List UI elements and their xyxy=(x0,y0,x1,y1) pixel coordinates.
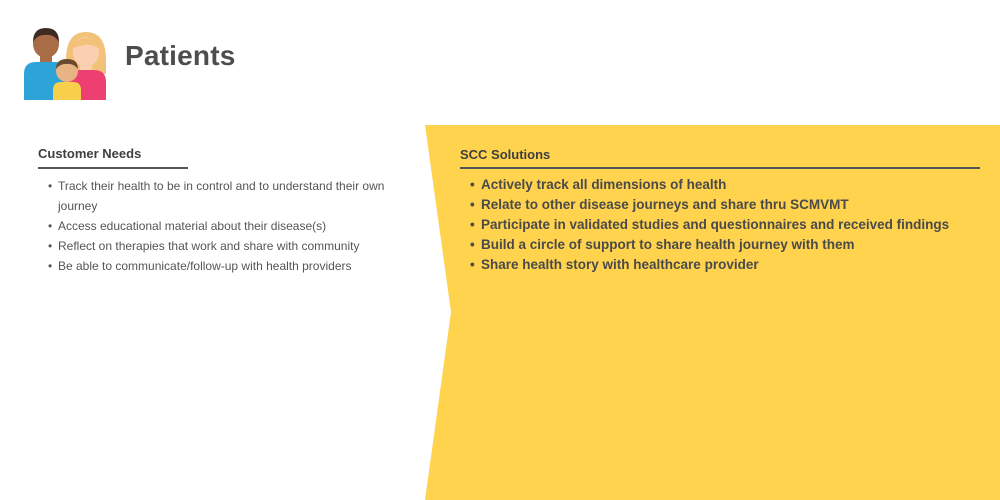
list-item: • Actively track all dimensions of health xyxy=(470,175,990,195)
list-item: • Build a circle of support to share health journey with them xyxy=(470,235,990,255)
list-item: • Access educational material about their disease(s) xyxy=(48,216,408,236)
page-title: Patients xyxy=(125,40,236,71)
list-item: • Track their health to be in control and to understand their own journey xyxy=(48,176,408,216)
list-item: • Participate in validated studies and questionnaires and received findings xyxy=(470,215,990,235)
customer-needs-heading: Customer Needs xyxy=(38,146,142,161)
scc-solutions-list xyxy=(470,175,990,275)
family-icon xyxy=(22,22,110,102)
list-item: • Share health story with healthcare provider xyxy=(470,255,990,275)
list-item: • Relate to other disease journeys and share thru SCMVMT xyxy=(470,195,990,215)
scc-solutions-heading: SCC Solutions xyxy=(460,147,551,162)
list-item: • Reflect on therapies that work and share with community xyxy=(48,236,408,256)
list-item: • Be able to communicate/follow-up with health providers xyxy=(48,256,408,276)
customer-needs-divider xyxy=(38,167,188,169)
scc-solutions-divider xyxy=(460,167,980,169)
customer-needs-list xyxy=(48,176,408,276)
